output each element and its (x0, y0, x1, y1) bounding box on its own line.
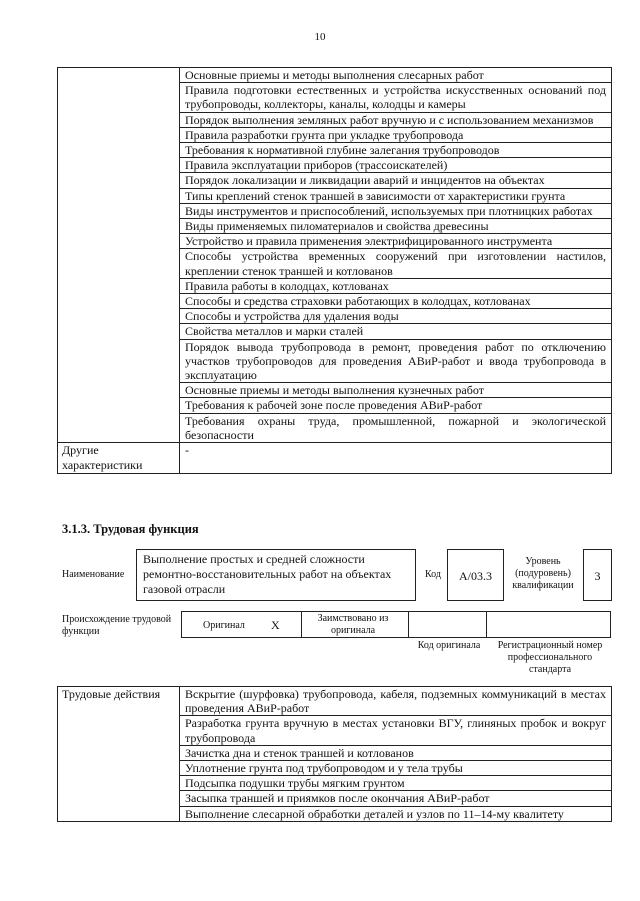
knowledge-label-cell (58, 68, 180, 443)
code-value-box (447, 549, 504, 601)
knowledge-item: Правила подготовки естественных и устройства искусственных оснований под трубопроводы, коллекторы, каналы, колодцы и камеры (180, 83, 612, 112)
action-item: Подсыпка подушки трубы мягким грунтом (180, 776, 612, 791)
knowledge-table (57, 67, 612, 474)
other-characteristics-label: Другие характеристики (58, 443, 180, 474)
origin-divider (408, 611, 409, 638)
origin-row (181, 611, 611, 638)
code-original-caption: Код оригинала (417, 640, 481, 651)
level-label: Уровень (подуровень) квалификации (512, 556, 574, 591)
knowledge-item: Виды инструментов и приспособлений, используемых при плотницких работах (180, 203, 612, 218)
origin-label: Происхождение трудовой функции (62, 614, 172, 637)
knowledge-item: Порядок вывода трубопровода в ремонт, проведения работ по отключению участков трубопроводов для проведения АВиР-работ и ввода трубопровода в эксплуатацию (180, 339, 612, 383)
section-title: 3.1.3. Трудовая функция (62, 522, 199, 536)
origin-divider (486, 611, 487, 638)
knowledge-item: Требования охраны труда, промышленной, пожарной и экологической безопасности (180, 413, 612, 442)
function-name-value: Выполнение простых и средней сложности ремонтно-восстановительных работ на объектах газовой отрасли (143, 552, 392, 596)
knowledge-item: Основные приемы и методы выполнения слесарных работ (180, 68, 612, 83)
actions-label: Трудовые действия (58, 687, 180, 822)
level-value: 3 (594, 569, 601, 583)
knowledge-item: Основные приемы и методы выполнения кузнечных работ (180, 383, 612, 398)
knowledge-item: Способы и устройства для удаления воды (180, 309, 612, 324)
code-label: Код (425, 569, 441, 580)
page-number: 10 (314, 31, 326, 43)
action-item: Засыпка траншей и приямков после окончания АВиР-работ (180, 791, 612, 806)
level-value-box (583, 549, 612, 601)
knowledge-item: Правила эксплуатации приборов (трассоискателей) (180, 158, 612, 173)
knowledge-item: Устройство и правила применения электрифицированного инструмента (180, 234, 612, 249)
action-item: Выполнение слесарной обработки деталей и узлов по 11–14-му квалитету (180, 806, 612, 821)
original-label: Оригинал (203, 620, 245, 631)
action-item: Вскрытие (шурфовка) трубопровода, кабеля, подземных коммуникаций в местах проведения АВиР-работ (180, 687, 612, 716)
action-item: Зачистка дна и стенок траншей и котлованов (180, 745, 612, 760)
knowledge-item: Виды применяемых пиломатериалов и свойства древесины (180, 219, 612, 234)
borrowed-label: Заимствовано из оригинала (317, 613, 389, 636)
knowledge-item: Типы креплений стенок траншей в зависимости от характеристики грунта (180, 188, 612, 203)
knowledge-item: Правила разработки грунта при укладке трубопровода (180, 127, 612, 142)
other-characteristics-value: - (180, 443, 612, 474)
action-item: Разработка грунта вручную в местах установки ВГУ, глиняных пробок и вокруг трубопровода (180, 716, 612, 745)
knowledge-item: Порядок выполнения земляных работ вручную и с использованием механизмов (180, 112, 612, 127)
knowledge-item: Правила работы в колодцах, котлованах (180, 278, 612, 293)
function-name-box (136, 549, 416, 601)
name-label: Наименование (62, 569, 125, 580)
knowledge-item: Требования к нормативной глубине залегания трубопроводов (180, 143, 612, 158)
original-mark: X (271, 618, 280, 632)
knowledge-item: Свойства металлов и марки сталей (180, 324, 612, 339)
knowledge-item: Требования к рабочей зоне после проведения АВиР-работ (180, 398, 612, 413)
knowledge-item: Способы и средства страховки работающих в колодцах, котлованах (180, 294, 612, 309)
action-item: Уплотнение грунта под трубопроводом и у тела трубы (180, 761, 612, 776)
knowledge-item: Способы устройства временных сооружений при изготовлении настилов, креплении стенок траншей и котлованов (180, 249, 612, 278)
knowledge-item: Порядок локализации и ликвидации аварий и инцидентов на объектах (180, 173, 612, 188)
code-value: А/03.3 (459, 569, 492, 583)
actions-table (57, 686, 612, 822)
origin-divider (301, 611, 302, 638)
registration-number-caption: Регистрационный номер профессионального стандарта (497, 640, 603, 675)
